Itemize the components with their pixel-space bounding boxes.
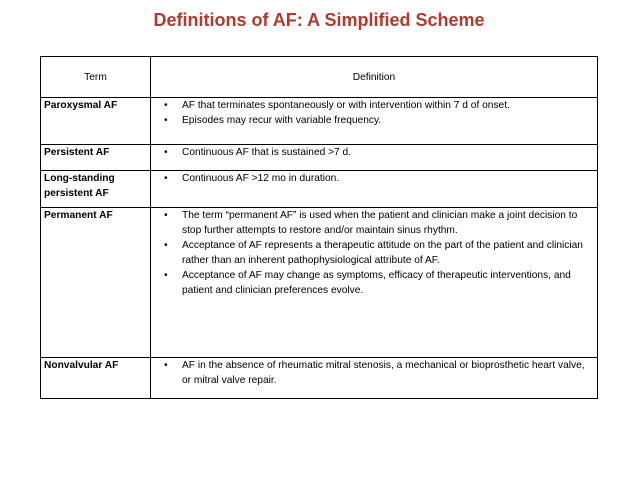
definition-item <box>154 358 594 388</box>
term-column-header: Term <box>41 57 151 98</box>
table-row <box>41 358 598 399</box>
table-row <box>41 171 598 208</box>
definition-item <box>154 113 594 128</box>
definition-text: The term “permanent AF” is used when the patient and clinician make a joint decision to stop further attempts to restore and/or maintain sinus rhythm. <box>182 210 578 236</box>
definition-item <box>154 145 594 160</box>
table-header-row <box>41 57 598 98</box>
definition-list <box>154 358 594 388</box>
definition-item <box>154 268 594 298</box>
bullet-dot-icon: • <box>164 210 168 221</box>
definition-list <box>154 145 594 160</box>
definition-column-header: Definition <box>151 57 598 98</box>
term-cell: Paroxysmal AF <box>41 98 151 145</box>
definition-cell <box>151 358 598 399</box>
bullet-dot-icon: • <box>164 240 168 251</box>
definition-item <box>154 171 594 186</box>
bullet-dot-icon: • <box>164 270 168 281</box>
definition-text: AF that terminates spontaneously or with intervention within 7 d of onset. <box>182 100 510 111</box>
definition-list <box>154 98 594 128</box>
table-row <box>41 208 598 358</box>
term-cell: Long-standing persistent AF <box>41 171 151 208</box>
definition-text: Episodes may recur with variable frequency. <box>182 115 382 126</box>
bullet-dot-icon: • <box>164 115 168 126</box>
definition-cell <box>151 171 598 208</box>
term-cell: Nonvalvular AF <box>41 358 151 399</box>
definition-item <box>154 98 594 113</box>
definition-cell <box>151 145 598 171</box>
slide-title: Definitions of AF: A Simplified Scheme <box>153 10 485 30</box>
table-row <box>41 98 598 145</box>
definition-item <box>154 208 594 238</box>
definition-cell <box>151 98 598 145</box>
term-cell: Permanent AF <box>41 208 151 358</box>
definition-text: Continuous AF that is sustained >7 d. <box>182 147 352 158</box>
table-row <box>41 145 598 171</box>
bullet-dot-icon: • <box>164 100 168 111</box>
definition-text: AF in the absence of rheumatic mitral stenosis, a mechanical or bioprosthetic heart valve, or mitral valve repair. <box>182 360 585 386</box>
bullet-dot-icon: • <box>164 360 168 371</box>
term-cell: Persistent AF <box>41 145 151 171</box>
bullet-dot-icon: • <box>164 147 168 158</box>
definitions-table <box>40 56 598 399</box>
definition-text: Continuous AF >12 mo in duration. <box>182 173 340 184</box>
bullet-dot-icon: • <box>164 173 168 184</box>
definition-list <box>154 208 594 298</box>
definition-list <box>154 171 594 186</box>
definition-text: Acceptance of AF may change as symptoms, efficacy of therapeutic interventions, and patient and clinician preferences evolve. <box>182 270 571 296</box>
definition-cell <box>151 208 598 358</box>
definition-text: Acceptance of AF represents a therapeutic attitude on the part of the patient and clinician rather than an inherent pathophysiological attribute of AF. <box>182 240 583 266</box>
definition-item <box>154 238 594 268</box>
